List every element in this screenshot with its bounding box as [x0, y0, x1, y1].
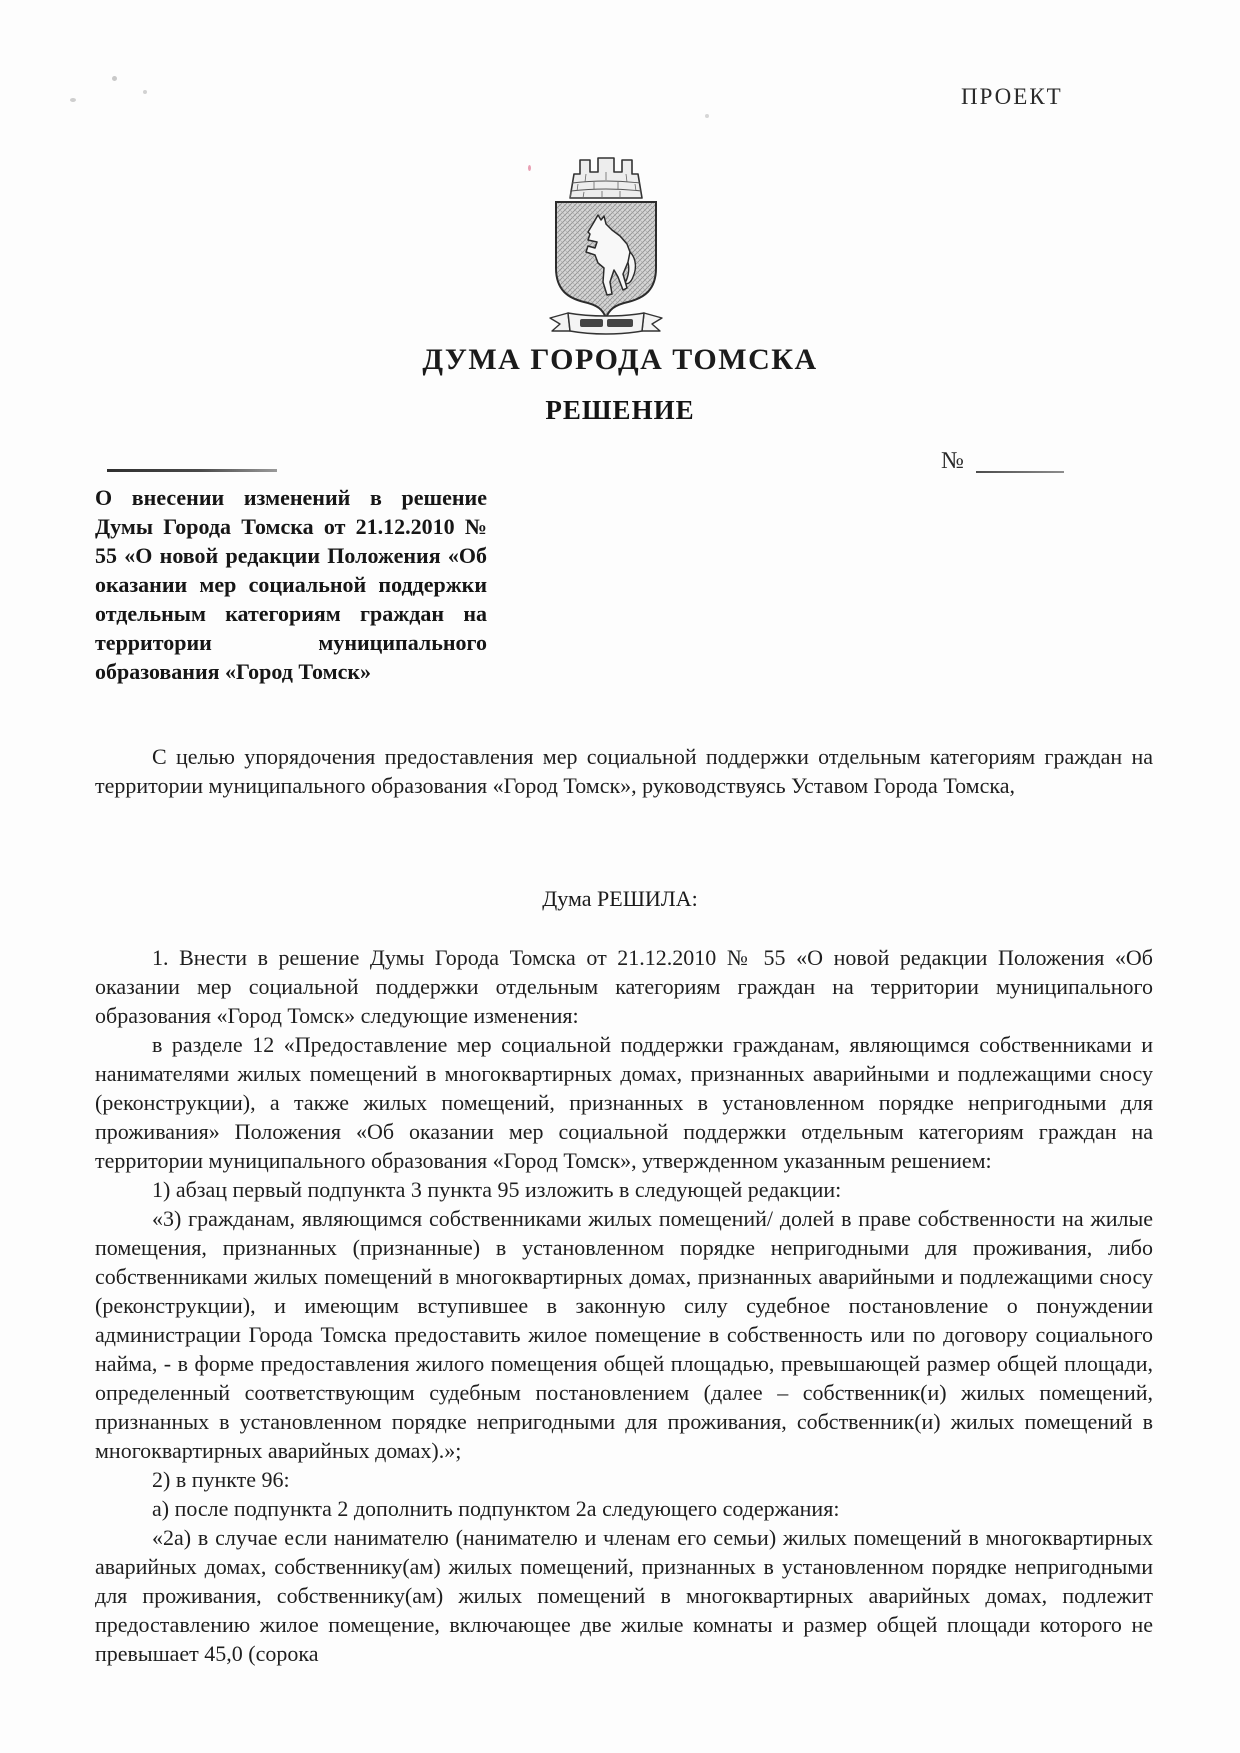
draft-stamp: ПРОЕКТ: [961, 84, 1063, 109]
resolution-heading: Дума РЕШИЛА:: [542, 886, 698, 911]
scan-artifact: [528, 165, 531, 171]
tomsk-coat-of-arms: [540, 150, 672, 346]
mural-crown-icon: [570, 158, 642, 198]
body-paragraph: «2а) в случае если нанимателю (нанимателю и членам его семьи) жилых помещений в многоквартирных аварийных домах, собственнику(ам) жилых помещений, признанных в установленном порядке непригодными для проживания, собственнику(ам) жилых помещений в многоквартирных аварийных домах, подлежит предоставлению жилое помещение, включающее две жилые комнаты и размер общей площади которого не превышает 45,0 (сорока: [95, 1525, 1153, 1666]
document-type-title: РЕШЕНИЕ: [545, 395, 695, 425]
number-blank-line: [976, 471, 1064, 473]
number-label: №: [941, 448, 964, 474]
scan-artifact: [70, 98, 76, 102]
body-paragraph: а) после подпункта 2 дополнить подпунктом 2а следующего содержания:: [152, 1496, 840, 1521]
scan-artifact: [143, 90, 147, 94]
scan-artifact: [112, 76, 117, 81]
preamble-paragraph: С целью упорядочения предоставления мер социальной поддержки отдельным категориям граждан на территории муниципального образования «Город Томск», руководствуясь Уставом Города Томска,: [95, 744, 1153, 798]
body-paragraph: в разделе 12 «Предоставление мер социальной поддержки гражданам, являющимся собственниками и нанимателями жилых помещений в многоквартирных домах, признанных аварийными и подлежащими сносу (реконструкции), а также жилых помещений, признанных в установленном порядке непригодными для проживания» Положения «Об оказании мер социальной поддержки отдельным категориям граждан на территории муниципального образования «Город Томск», утвержденном указанным решением:: [95, 1032, 1153, 1173]
document-subject: О внесении изменений в решение Думы Города Томска от 21.12.2010 № 55 «О новой редакции Положения «Об оказании мер социальной поддержки отдельным категориям граждан на территории муниципального образования «Город Томск»: [95, 485, 487, 684]
motto-ribbon-icon: [550, 313, 662, 334]
body-paragraph: «3) гражданам, являющимся собственниками жилых помещений/ долей в праве собственности на жилые помещения, признанных (признанные) в установленном порядке непригодными для проживания, либо собственниками жилых помещений в многоквартирных домах, признанных аварийными и подлежащими сносу (реконструкции), и имеющим вступившее в законную силу судебное постановление о понуждении администрации Города Томска предоставить жилое помещение в собственность или по договору социального найма, - в форме предоставления жилого помещения общей площадью, превышающей размер общей площади, определенный соответствующим судебным постановлением (далее – собственник(и) жилых помещений, признанных в установленном порядке непригодными для проживания, собственник(и) жилых помещений в многоквартирных аварийных домах).»;: [95, 1206, 1153, 1463]
body-paragraph: 1. Внести в решение Думы Города Томска от 21.12.2010 № 55 «О новой редакции Положения «Об оказании мер социальной поддержки отдельным категориям граждан на территории муниципального образования «Город Томск» следующие изменения:: [95, 945, 1153, 1028]
resolution-body: [95, 943, 1153, 1668]
body-paragraph: 2) в пункте 96:: [152, 1467, 290, 1492]
body-paragraph: 1) абзац первый подпункта 3 пункта 95 изложить в следующей редакции:: [152, 1177, 842, 1202]
organization-name: ДУМА ГОРОДА ТОМСКА: [422, 343, 818, 376]
scan-artifact: [705, 114, 709, 118]
date-blank-line: [107, 469, 277, 472]
